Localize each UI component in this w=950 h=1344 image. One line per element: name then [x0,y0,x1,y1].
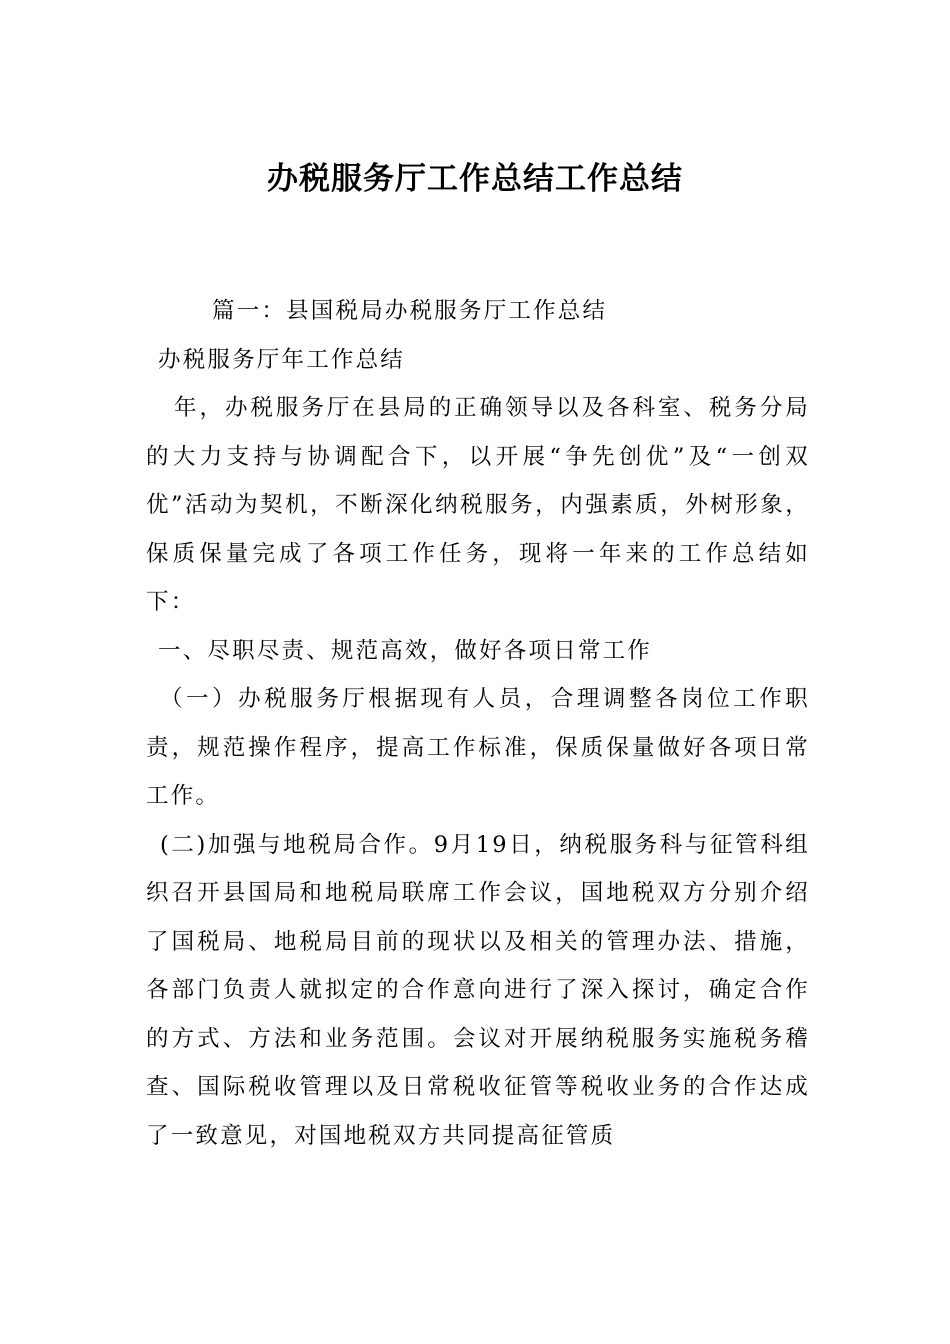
summary-heading: 办税服务厅年工作总结 [158,346,406,373]
document-title: 办税服务厅工作总结工作总结 [267,161,683,197]
section-heading: 篇一：县国税局办税服务厅工作总结 [212,298,608,324]
document-body [146,287,810,1160]
part-one-heading: 一、尽职尽责、规范高效，做好各项日常工作 [158,637,653,664]
item-one-paragraph: （一）办税服务厅根据现有人员，合理调整各岗位工作职责，规范操作程序，提高工作标准，保质保量做好各项日常工作。 [146,686,810,809]
intro-paragraph: 年，办税服务厅在县局的正确领导以及各科室、税务分局的大力支持与协调配合下，以开展“争先创优”及“一创双优”活动为契机，不断深化纳税服务，内强素质，外树形象，保质保量完成了各项工作任务，现将一年来的工作总结如下： [146,395,810,615]
item-two-paragraph: (二)加强与地税局合作。9月19日，纳税服务科与征管科组织召开县国局和地税局联席工作会议，国地税双方分别介绍了国税局、地税局目前的现状以及相关的管理办法、措施，各部门负责人就拟定的合作意向进行了深入探讨，确定合作的方式、方法和业务范围。会议对开展纳税服务实施税务稽查、国际税收管理以及日常税收征管等税收业务的合作达成了一致意见，对国地税双方共同提高征管质 [146,831,810,1149]
